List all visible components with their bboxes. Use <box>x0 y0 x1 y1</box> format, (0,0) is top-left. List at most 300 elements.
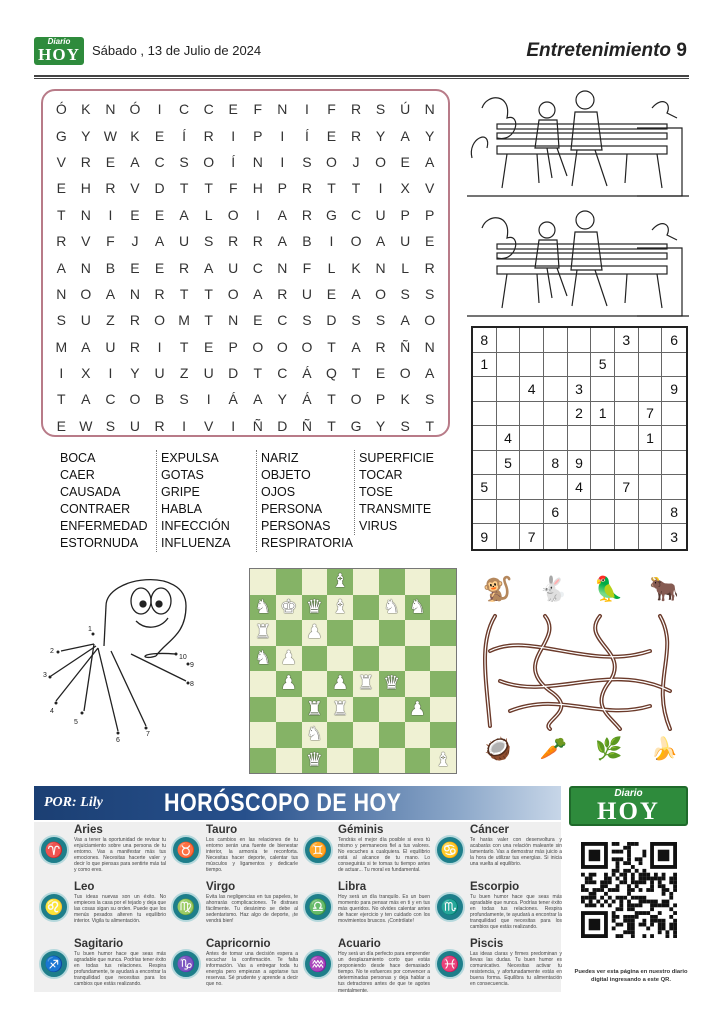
word-search-letter: I <box>157 101 162 118</box>
word-search-letter: Á <box>302 391 312 408</box>
sudoku-cell <box>591 524 615 549</box>
word-search-letter: G <box>55 127 67 144</box>
sudoku-cell <box>568 524 592 549</box>
chess-square <box>430 620 456 646</box>
word-search-letter: L <box>327 259 336 276</box>
sudoku-cell <box>591 475 615 500</box>
chess-square: ♟ <box>405 697 431 723</box>
word-search-letter: N <box>105 101 116 118</box>
sign-text: Antes de tomar una decisión espera a escuchar la confirmación. Te falta información. Vas a entregar toda tu energía pero empiezan a agotarse tus reservas. Sé prudente y aprende a decir que no. <box>206 951 298 988</box>
word-search-letter: U <box>228 259 239 276</box>
sudoku-cell <box>662 475 686 500</box>
word-search-letter: P <box>277 180 288 197</box>
sudoku-cell <box>568 353 592 378</box>
word-search-letter: P <box>375 391 386 408</box>
word-search-row <box>49 360 442 386</box>
word-search-letter: A <box>130 153 140 170</box>
word-search-letter: E <box>56 417 66 434</box>
zodiac-icon: ♒ <box>303 949 333 979</box>
word-search-letter: E <box>203 338 214 355</box>
zodiac-icon: ♊ <box>303 835 333 865</box>
horoscope-sign-libra <box>300 880 432 936</box>
chess-square <box>405 748 431 774</box>
word-search-letter: R <box>301 206 312 223</box>
word-search-letter: O <box>399 365 411 382</box>
word-list-item: TRANSMITE <box>359 502 432 516</box>
word-search-letter: K <box>400 391 410 408</box>
horoscope-sign-tauro <box>168 823 300 879</box>
spot-difference-image-top <box>467 88 689 200</box>
word-search-letter: N <box>228 312 239 329</box>
maze-animal-icon: 🐂 <box>649 576 680 603</box>
maze-paths <box>470 611 692 731</box>
chess-square: ♚ <box>276 595 302 621</box>
dot-label-6: 6 <box>116 737 120 744</box>
word-search-letter: Z <box>106 312 115 329</box>
word-search-row <box>49 307 442 333</box>
sudoku-cell: 4 <box>520 377 544 402</box>
sudoku-cell: 7 <box>520 524 544 549</box>
word-search-letter: I <box>182 417 187 434</box>
spot-difference-image-bottom <box>467 208 689 320</box>
word-search-letter: R <box>375 338 386 355</box>
horoscope-sign-virgo <box>168 880 300 936</box>
sudoku-cell: 8 <box>662 500 686 525</box>
word-search-row <box>49 202 442 228</box>
dot-to-dot-puzzle <box>36 566 236 776</box>
word-search-letter: Ñ <box>252 417 263 434</box>
chess-square: ♜ <box>327 697 353 723</box>
sudoku-cell <box>520 451 544 476</box>
word-search-letter: T <box>351 365 361 382</box>
horoscope-sign-piscis <box>432 937 564 993</box>
chess-square: ♟ <box>276 671 302 697</box>
word-search-letter: W <box>79 417 93 434</box>
word-search-letter: U <box>179 233 190 250</box>
word-search-letter: S <box>351 312 361 329</box>
word-search-letter: O <box>227 206 239 223</box>
word-search-letter: O <box>375 153 387 170</box>
chess-square: ♝ <box>430 748 456 774</box>
word-search-letter: R <box>179 259 190 276</box>
zodiac-icon: ♉ <box>171 835 201 865</box>
sudoku-cell <box>615 353 639 378</box>
word-list-item: BOCA <box>60 451 96 465</box>
sudoku-cell: 7 <box>639 402 663 427</box>
sudoku-cell <box>473 426 497 451</box>
sudoku-cell <box>639 451 663 476</box>
word-search-letter: S <box>302 312 312 329</box>
word-search-letter: R <box>154 285 165 302</box>
word-search-letter: Í <box>182 127 187 144</box>
maze-food-icon: 🥕 <box>539 736 567 761</box>
word-list-item: TOCAR <box>359 468 403 482</box>
sudoku-cell <box>639 353 663 378</box>
sign-name: Escorpio <box>470 881 520 893</box>
chess-square <box>379 748 405 774</box>
word-list-item: TOSE <box>359 485 393 499</box>
word-search-letter: D <box>228 365 239 382</box>
word-search-letter: N <box>80 206 91 223</box>
chess-puzzle-board <box>249 568 457 774</box>
word-search-letter: N <box>80 259 91 276</box>
sign-text: Te harás valer con desenvoltura y acabarás con una relación maleante sin lamentarlo. Vas a demostrar más juicio a la hora de utilizar tus energías. Si inicia una vuelta al equilibrio. <box>470 837 562 868</box>
word-search-letter: M <box>55 338 68 355</box>
word-search-letter: S <box>302 153 312 170</box>
chess-square: ♞ <box>250 646 276 672</box>
word-search-letter: C <box>277 312 288 329</box>
chess-square <box>353 595 379 621</box>
word-search-letter: Ó <box>129 101 141 118</box>
word-search-letter: T <box>327 180 336 197</box>
word-search-letter: O <box>350 233 362 250</box>
sudoku-cell <box>497 524 521 549</box>
horoscope-title: HORÓSCOPO DE HOY <box>164 789 402 817</box>
horoscope-sign-géminis <box>300 823 432 879</box>
dot-label-4: 4 <box>50 708 54 715</box>
word-search-letter: E <box>154 127 165 144</box>
sudoku-cell: 5 <box>497 451 521 476</box>
sudoku-cell <box>544 426 568 451</box>
horoscope-sign-capricornio <box>168 937 300 993</box>
sudoku-cell <box>662 402 686 427</box>
sudoku-cell: 2 <box>568 402 592 427</box>
word-search-letter: F <box>106 233 115 250</box>
sudoku-cell <box>591 426 615 451</box>
word-search-letter: D <box>326 312 337 329</box>
sudoku-cell: 6 <box>544 500 568 525</box>
dot-label-10: 10 <box>179 654 187 661</box>
diario-hoy-logo-large: Diario HOY <box>569 786 688 826</box>
sign-name: Capricornio <box>206 938 271 950</box>
sudoku-cell <box>639 475 663 500</box>
chess-square: ♟ <box>276 646 302 672</box>
page-number: 9 <box>676 40 687 61</box>
word-list-column <box>156 450 230 552</box>
sudoku-cell: 3 <box>615 328 639 353</box>
word-search-word-list <box>60 450 450 554</box>
sign-text: Vas a tener la oportunidad de revisar tu enjuiciamiento sobre una persona de tu entorno. Vas a manifestar más tus emociones. Necesitas hacerte valer y decir lo que piensas para sentirte más tal y como eres. <box>74 837 166 874</box>
word-search-row <box>49 149 442 175</box>
zodiac-icon: ♌ <box>39 892 69 922</box>
horoscope-sign-cáncer <box>432 823 564 879</box>
sudoku-cell <box>473 500 497 525</box>
word-list-item: ESTORNUDA <box>60 536 139 550</box>
word-search-letter: I <box>231 417 236 434</box>
word-search-row <box>49 386 442 412</box>
word-search-letter: I <box>329 233 334 250</box>
word-search-letter: A <box>203 259 214 276</box>
chess-square <box>379 697 405 723</box>
word-search-letter: U <box>154 365 165 382</box>
sign-name: Libra <box>338 881 367 893</box>
sudoku-cell <box>591 377 615 402</box>
word-search-letter: V <box>203 417 214 434</box>
couple-on-bench-drawing-variant <box>467 208 689 320</box>
dot-label-7: 7 <box>146 731 150 738</box>
sudoku-cell: 9 <box>662 377 686 402</box>
chess-square: ♛ <box>379 671 405 697</box>
maze-food-icon: 🌿 <box>595 736 623 761</box>
sign-text: Tus ideas nuevas son un éxito. No empieces la casa por el tejado y deja que las cosas sigan su orden. Puede que los menús pesados alteren tu equilibrio interior. Vigila tu alimentación. <box>74 894 166 925</box>
word-search-letter: J <box>131 233 139 250</box>
word-search-letter: R <box>129 312 141 329</box>
word-search-letter: U <box>301 285 312 302</box>
word-search-letter: V <box>81 233 91 250</box>
word-search-letter: N <box>424 101 435 118</box>
chess-square <box>430 722 456 748</box>
word-search-letter: E <box>154 259 165 276</box>
sudoku-cell <box>520 402 544 427</box>
zodiac-icon: ♐ <box>39 949 69 979</box>
sudoku-cell: 9 <box>568 451 592 476</box>
word-search-letter: R <box>350 127 362 144</box>
word-search-letter: Y <box>81 127 91 144</box>
word-list-item: PERSONAS <box>261 519 331 533</box>
word-search-letter: T <box>179 338 189 355</box>
word-search-letter: H <box>252 180 263 197</box>
word-list-item: PERSONA <box>261 502 323 516</box>
word-search-letter: L <box>401 259 410 276</box>
word-list-column <box>354 450 434 535</box>
word-search-letter: E <box>105 153 116 170</box>
word-search-letter: P <box>253 127 263 144</box>
word-search-letter: Ñ <box>301 417 312 434</box>
word-search-letter: S <box>56 312 66 329</box>
word-search-letter: T <box>327 417 336 434</box>
chess-square <box>353 646 379 672</box>
sudoku-cell <box>568 426 592 451</box>
horoscope-banner <box>34 786 561 820</box>
word-search-letter: K <box>130 127 140 144</box>
word-search-letter: G <box>326 206 337 223</box>
word-search-letter: Í <box>304 127 309 144</box>
worm-dot-drawing <box>36 566 236 776</box>
word-search-letter: Á <box>228 391 238 408</box>
section-title: Entretenimiento <box>526 40 671 61</box>
chess-square <box>353 620 379 646</box>
word-search-letter: U <box>203 365 214 382</box>
word-search-letter: T <box>425 417 434 434</box>
zodiac-icon: ♍ <box>171 892 201 922</box>
word-search-letter: Q <box>326 365 337 382</box>
sudoku-cell: 1 <box>591 402 615 427</box>
chess-square <box>302 569 328 595</box>
chess-square <box>430 646 456 672</box>
sudoku-cell: 9 <box>473 524 497 549</box>
sudoku-cell <box>520 328 544 353</box>
word-search-row <box>49 175 442 201</box>
word-search-letter: W <box>103 127 118 144</box>
word-search-letter: N <box>252 153 263 170</box>
sudoku-cell <box>497 377 521 402</box>
sudoku-cell: 1 <box>639 426 663 451</box>
word-search-letter: R <box>56 233 67 250</box>
word-search-letter: R <box>105 180 116 197</box>
sign-text: Los cambios en las relaciones de tu entorno serán una fuente de bienestar interior, la armonía te reconforta. Necesitas hacer deporte, calentar tus músculos y ligamentos y dedicarle tiempo. <box>206 837 298 874</box>
word-search-letter: U <box>129 417 141 434</box>
word-search-letter: Y <box>425 127 435 144</box>
sign-name: Sagitario <box>74 938 124 950</box>
word-search-letter: O <box>350 391 362 408</box>
chess-square: ♝ <box>327 569 353 595</box>
qr-code[interactable] <box>581 842 677 938</box>
sign-name: Virgo <box>206 881 236 893</box>
couple-on-bench-drawing <box>467 88 689 200</box>
chess-square <box>430 569 456 595</box>
chess-square <box>327 722 353 748</box>
chess-square: ♟ <box>327 671 353 697</box>
dot-label-5: 5 <box>74 719 78 726</box>
word-list-item: OJOS <box>261 485 296 499</box>
word-search-letter: C <box>179 101 190 118</box>
sudoku-cell <box>615 426 639 451</box>
word-search-letter: R <box>424 259 435 276</box>
word-search-letter: A <box>277 233 288 250</box>
word-list-item: GRIPE <box>161 485 200 499</box>
word-search-row <box>49 281 442 307</box>
sign-name: Géminis <box>338 824 384 836</box>
sudoku-cell: 1 <box>473 353 497 378</box>
word-search-letter: T <box>204 285 213 302</box>
chess-square: ♛ <box>302 748 328 774</box>
word-search-letter: C <box>252 259 263 276</box>
word-search-letter: E <box>400 153 410 170</box>
word-list-item: OBJETO <box>261 468 311 482</box>
chess-square <box>379 722 405 748</box>
word-search-letter: U <box>375 206 386 223</box>
word-search-letter: Ñ <box>400 338 411 355</box>
word-search-letter: O <box>203 153 215 170</box>
maze-puzzle <box>470 575 692 780</box>
word-search-letter: Á <box>302 365 312 382</box>
sudoku-cell <box>568 328 592 353</box>
zodiac-icon: ♋ <box>435 835 465 865</box>
chess-square <box>302 671 328 697</box>
sudoku-cell <box>615 500 639 525</box>
sign-text: Tu buen humor hace que seas más agradable que nunca. Podrías tener éxito en todas tus relaciones. Respira profundamente, te ayudará a encontrar la tranquilidad que necesitas para los cambios que estás realizando. <box>470 894 562 931</box>
word-search-letter: A <box>375 233 386 250</box>
word-search-letter: E <box>154 206 165 223</box>
word-search-letter: S <box>203 233 214 250</box>
word-search-letter: C <box>105 391 116 408</box>
chess-square <box>327 748 353 774</box>
chess-square: ♜ <box>353 671 379 697</box>
word-search-letter: I <box>304 101 309 118</box>
sudoku-cell <box>662 426 686 451</box>
chess-square <box>353 697 379 723</box>
word-search-letter: S <box>375 101 386 118</box>
word-search-letter: O <box>424 312 436 329</box>
word-search-letter: A <box>105 285 116 302</box>
word-search-letter: A <box>253 391 263 408</box>
word-search-letter: K <box>81 101 91 118</box>
chess-square <box>276 748 302 774</box>
sudoku-grid <box>471 326 688 551</box>
word-search-letter: Í <box>231 153 236 170</box>
sign-name: Aries <box>74 824 103 836</box>
sign-name: Cáncer <box>470 824 509 836</box>
word-search-letter: A <box>351 285 361 302</box>
word-search-letter: K <box>351 259 361 276</box>
word-search-letter: R <box>301 180 312 197</box>
sudoku-cell <box>639 524 663 549</box>
word-search-letter: I <box>206 391 211 408</box>
sudoku-cell: 3 <box>670 528 679 545</box>
word-search-letter: U <box>80 312 91 329</box>
sign-text: Hoy será un día tranquilo. Es un buen momento para pensar más en ti y en tus más queridos. No olvides calentar antes de hacer ejercicio y ten cuidado con los movimientos bruscos. ¡Contrólate! <box>338 894 430 925</box>
word-search-row <box>49 228 442 254</box>
sudoku-cell <box>639 377 663 402</box>
word-search-letter: Y <box>277 391 288 408</box>
word-search-row <box>49 254 442 280</box>
word-search-letter: A <box>351 338 361 355</box>
sudoku-cell <box>544 353 568 378</box>
word-search-letter: B <box>302 233 312 250</box>
sign-text: Tu buen humor hace que seas más agradable que nunca. Podrías tener éxito en todas tus relaciones. Respira profundamente, te ayudará a encontrar la tranquilidad que necesitas para los cambios que estás realizando. <box>74 951 166 988</box>
word-search-letter: I <box>59 365 64 382</box>
sudoku-cell: 6 <box>662 328 686 353</box>
word-search-row <box>49 122 442 148</box>
sudoku-cell <box>544 475 568 500</box>
sudoku-cell <box>591 500 615 525</box>
word-search-letter: T <box>351 180 361 197</box>
sign-name: Tauro <box>206 824 238 836</box>
word-search-letter: M <box>178 312 190 329</box>
sudoku-cell <box>544 402 568 427</box>
chess-square <box>430 671 456 697</box>
chess-square: ♜ <box>302 697 328 723</box>
chess-square <box>276 569 302 595</box>
word-search-letter: N <box>129 285 141 302</box>
sudoku-cell <box>544 377 568 402</box>
sudoku-cell <box>591 451 615 476</box>
diario-hoy-logo: Diario HOY <box>34 37 84 65</box>
sign-name: Piscis <box>470 938 504 950</box>
word-search-letter: Z <box>179 365 189 382</box>
chess-square <box>379 646 405 672</box>
word-search-letter: I <box>231 127 236 144</box>
word-list-column <box>256 450 353 552</box>
word-search-letter: X <box>81 365 91 382</box>
chess-square: ♜ <box>250 620 276 646</box>
word-search-letter: J <box>352 153 360 170</box>
word-list-item: VIRUS <box>359 519 398 533</box>
word-search-letter: P <box>228 338 238 355</box>
chess-square <box>353 748 379 774</box>
word-search-letter: S <box>105 417 116 434</box>
word-list-item: ENFERMEDAD <box>60 519 148 533</box>
word-search-letter: R <box>228 233 239 250</box>
chess-square <box>250 697 276 723</box>
word-search-letter: T <box>57 391 66 408</box>
word-search-letter: P <box>425 206 435 223</box>
chess-square <box>276 722 302 748</box>
chess-square <box>353 722 379 748</box>
word-search-letter: A <box>425 365 435 382</box>
word-search-letter: F <box>302 259 312 276</box>
word-search-letter: R <box>350 101 362 118</box>
word-search-letter: I <box>280 153 285 170</box>
dot-label-9: 9 <box>190 662 194 669</box>
word-search-letter: E <box>326 127 337 144</box>
chess-square: ♞ <box>405 595 431 621</box>
word-search-letter: T <box>253 365 263 382</box>
word-search-letter: G <box>350 417 362 434</box>
header-date: Sábado , 13 de Julio de 2024 <box>92 43 262 58</box>
word-search-letter: N <box>375 259 386 276</box>
word-search-letter: T <box>57 206 66 223</box>
